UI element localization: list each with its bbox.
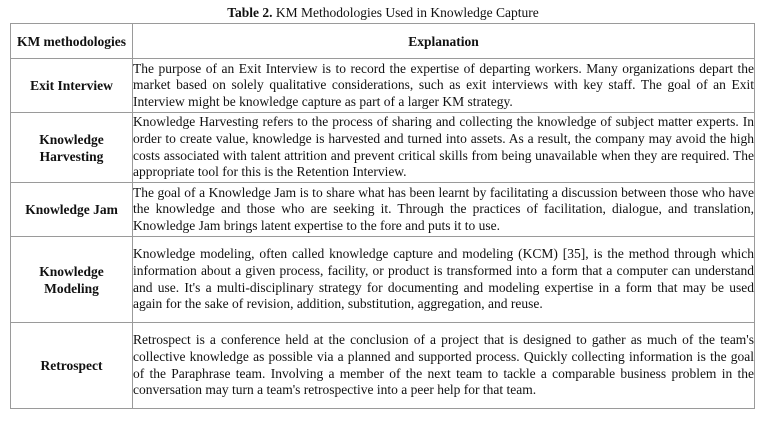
- method-explanation: Knowledge modeling, often called knowledge capture and modeling (KCM) [35], is the method through which information about a given process, facility, or product is transformed into a form that a computer can understand and use. It's a multi-disciplinary strategy for documenting and modeling expertise in a form that may be used again for the sake of revision, addition, substitution, aggregation, and reuse.: [133, 237, 755, 323]
- table-row: [11, 59, 755, 113]
- table-row: [11, 323, 755, 409]
- method-explanation: Knowledge Harvesting refers to the process of sharing and collecting the knowledge of subject matter experts. In order to create value, knowledge is harvested and turned into assets. As a result, the company may avoid the high costs associated with talent attrition and prevent critical skills from being unavailable when they are required. The appropriate tool for this is the Retention Interview.: [133, 113, 755, 183]
- header-methodologies: KM methodologies: [11, 24, 133, 59]
- table-caption: [0, 5, 766, 21]
- method-name: Knowledge Modeling: [11, 237, 133, 323]
- method-name: Knowledge Jam: [11, 183, 133, 237]
- table-header-row: [11, 24, 755, 59]
- method-name: Retrospect: [11, 323, 133, 409]
- method-explanation: The goal of a Knowledge Jam is to share what has been learnt by facilitating a discussion between those who have the knowledge and those who are seeking it. Through the practices of facilitation, dialogue, and translation, Knowledge Jam brings latent expertise to the fore and puts it to use.: [133, 183, 755, 237]
- table-row: [11, 237, 755, 323]
- km-methodologies-table: [10, 23, 755, 409]
- method-name: Knowledge Harvesting: [11, 113, 133, 183]
- method-explanation: The purpose of an Exit Interview is to record the expertise of departing workers. Many organizations depart the market based on solely qualitative considerations, such as exit interviews with key staff. The goal of an Exit Interview might be knowledge capture as part of a larger KM strategy.: [133, 59, 755, 113]
- table-row: [11, 113, 755, 183]
- header-explanation: Explanation: [133, 24, 755, 59]
- table-row: [11, 183, 755, 237]
- caption-text: KM Methodologies Used in Knowledge Capture: [272, 5, 539, 20]
- caption-label: Table 2.: [227, 5, 273, 20]
- method-explanation: Retrospect is a conference held at the conclusion of a project that is designed to gather as much of the team's collective knowledge as possible via a planned and supported process. Quickly collecting information is the goal of the Paraphrase team. Involving a member of the next team to tackle a comparable business problem in the conversation may turn a team's retrospective into a peer help for that team.: [133, 323, 755, 409]
- method-name: Exit Interview: [11, 59, 133, 113]
